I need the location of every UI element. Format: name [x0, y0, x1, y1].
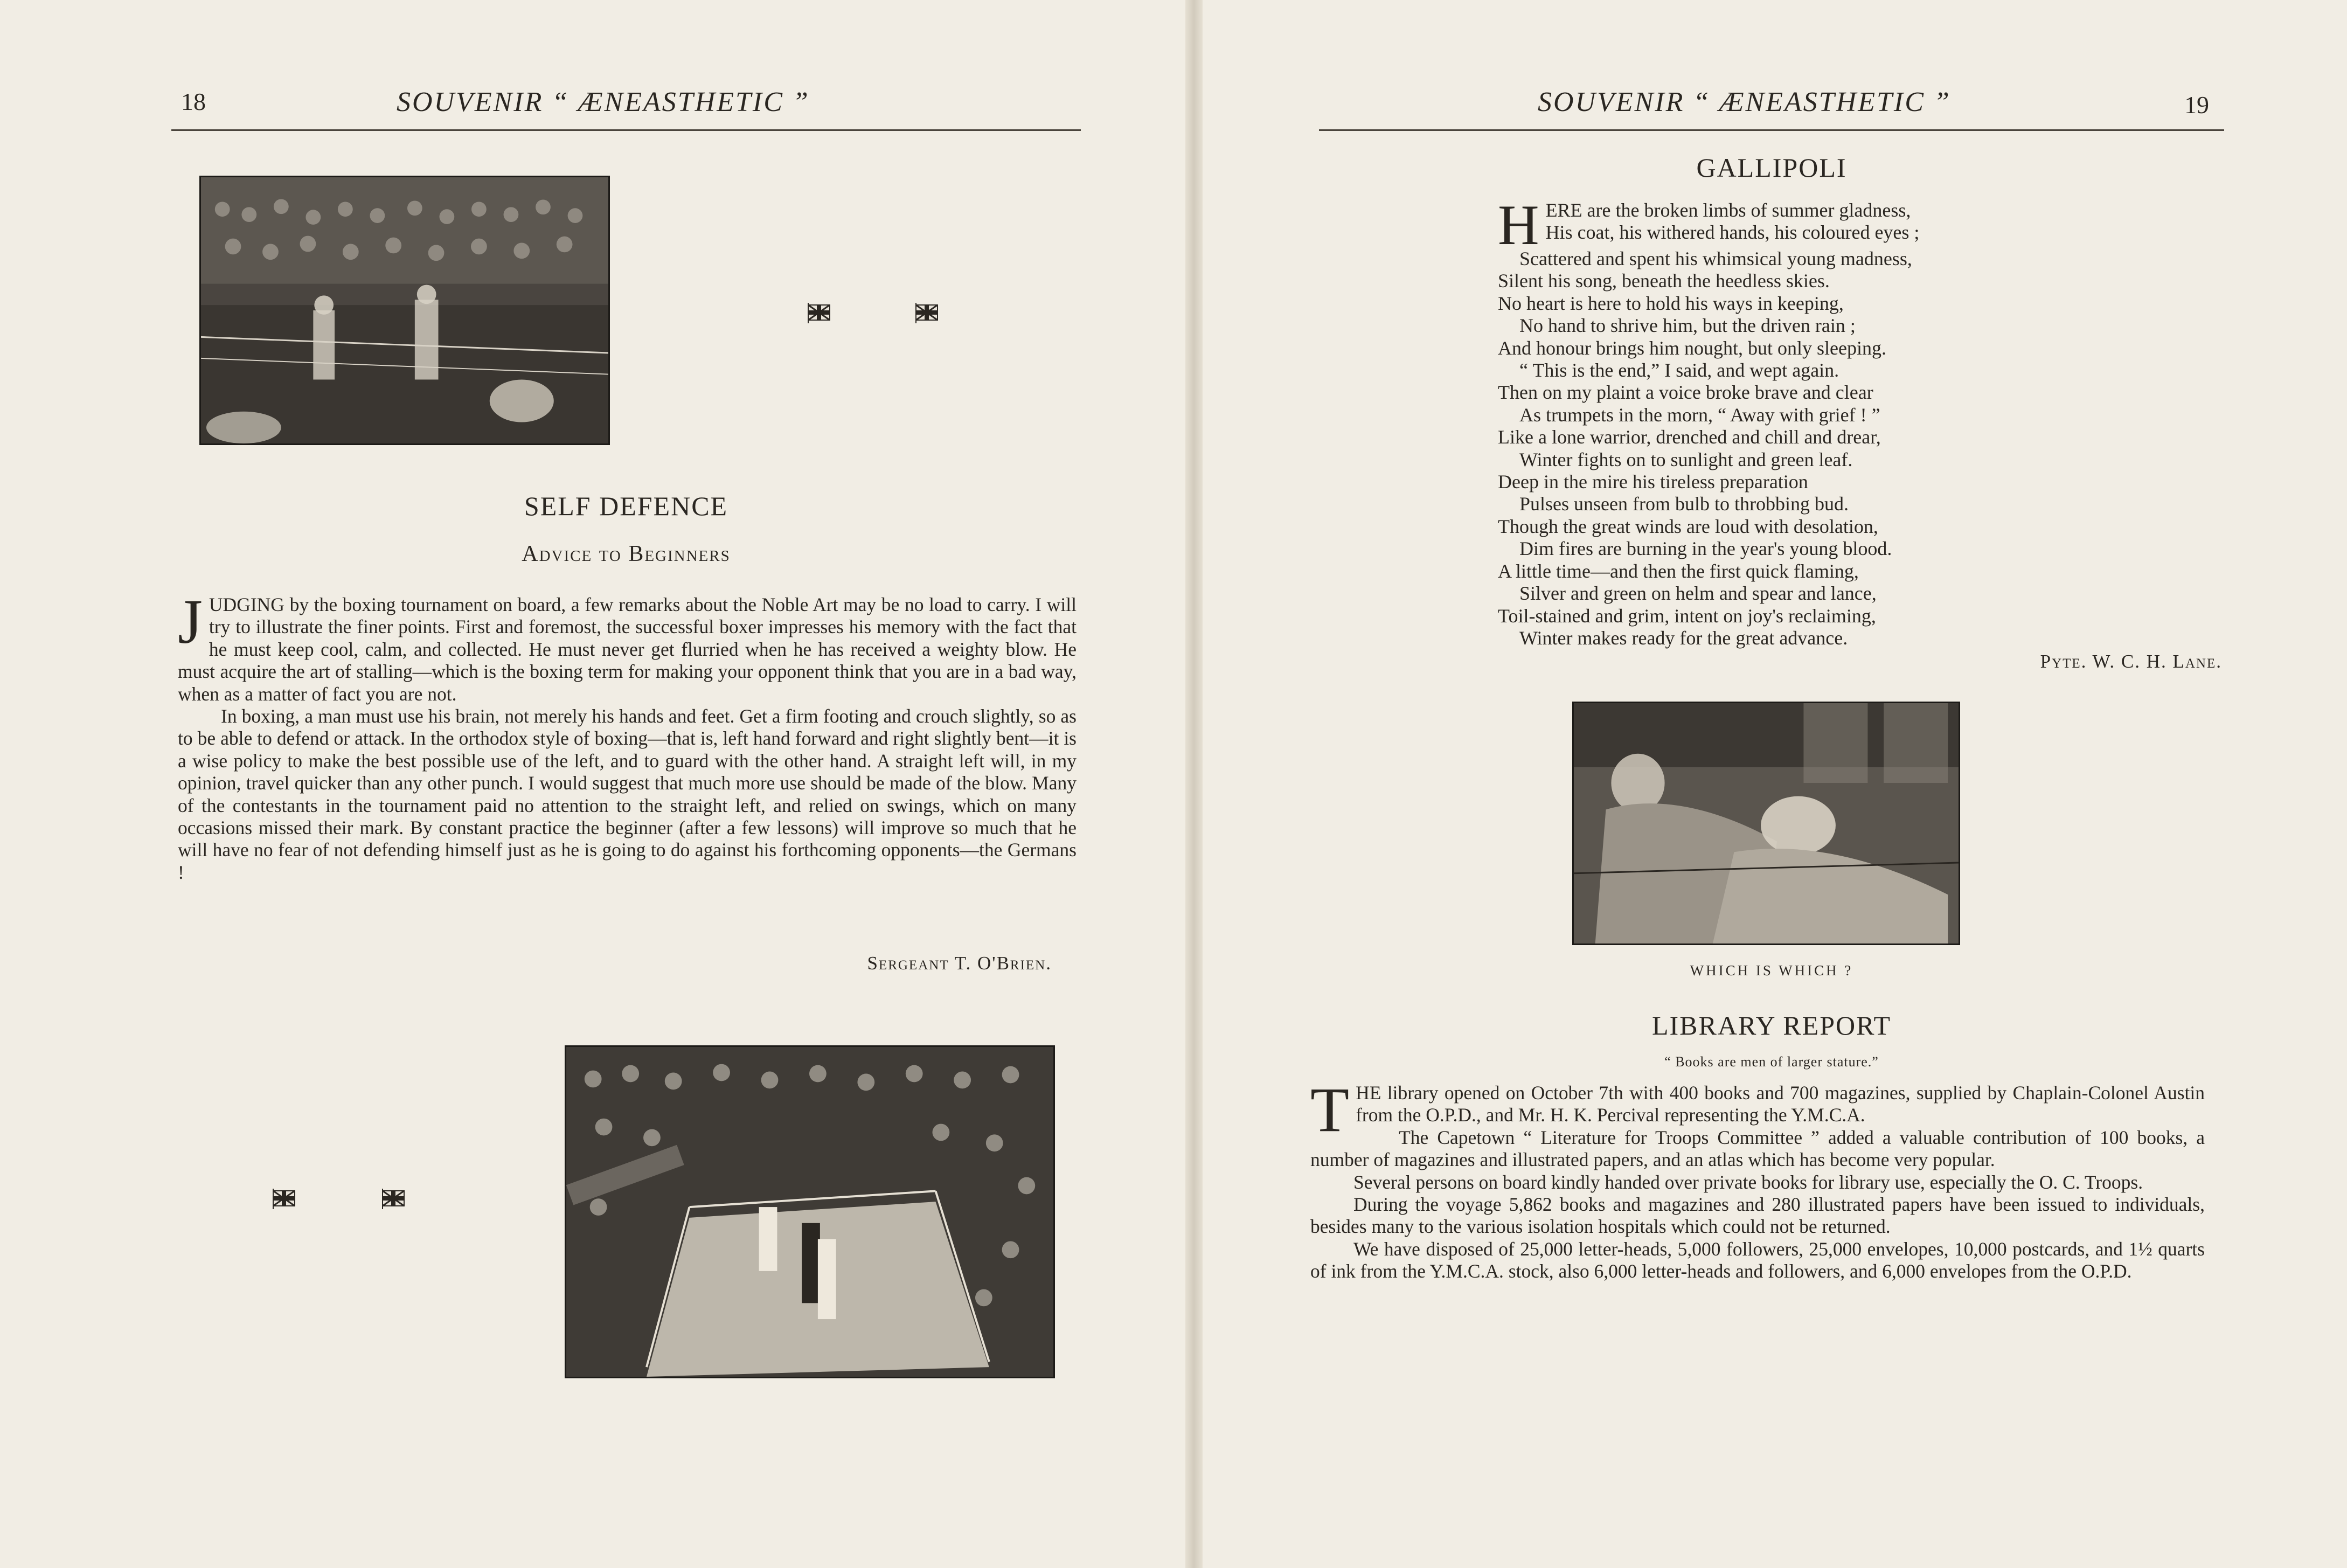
page-number: 18 [181, 88, 206, 115]
poem-line: Dim fires are burning in the year's young blood. [1519, 538, 1892, 560]
union-jack-icon [807, 301, 833, 324]
poem-line: His coat, his withered hands, his coloured eyes ; [1545, 221, 1920, 244]
poem-body [1498, 193, 2171, 649]
poem-line: No hand to shrive him, but the driven rain ; [1519, 315, 1856, 337]
union-jack-icon [381, 1187, 407, 1210]
library-paragraph: The Capetown “ Literature for Troops Committee ” added a valuable contribution of 100 books, a number of magazines and illustrated papers, and an atlas which has become very popular. [1310, 1126, 2205, 1171]
poem-line: Like a lone warrior, drenched and chill and drear, [1498, 426, 1881, 448]
union-jack-icon [915, 301, 941, 324]
library-paragraph: HE library opened on October 7th with 400 books and 700 magazines, supplied by Chaplain-Colonel Austin from the O.P.D., and Mr. H. K. Percival representing the Y.M.C.A. [1356, 1082, 2205, 1126]
library-paragraph: During the voyage 5,862 books and magazines and 280 illustrated papers have been issued to individuals, besides many to the various isolation hospitals which could not be returned. [1310, 1194, 2205, 1238]
boxing-ring-photo [565, 1045, 1055, 1378]
header-rule [171, 129, 1081, 131]
article-signature: Sergeant T. O'Brien. [867, 953, 1052, 974]
poem-line: And honour brings him nought, but only sleeping. [1498, 337, 1886, 359]
poem-line: Though the great winds are loud with desolation, [1498, 515, 1878, 537]
boxing-crowd-photo [199, 176, 610, 445]
dropcap: H [1498, 193, 1539, 256]
article-body [178, 586, 1077, 884]
poem-signature: Pyte. W. C. H. Lane. [2040, 651, 2222, 672]
poem-line: ERE are the broken limbs of summer gladness, [1545, 199, 1911, 221]
running-head: SOUVENIR “ ÆNEASTHETIC ” [397, 87, 810, 117]
poem-line: Silent his song, beneath the heedless skies. [1498, 270, 1830, 292]
page-number: 19 [2184, 91, 2209, 119]
dropcap: J [178, 586, 203, 657]
poem-line: Pulses unseen from bulb to throbbing bud. [1519, 493, 1849, 515]
poem-line: Toil-stained and grim, intent on joy's reclaiming, [1498, 605, 1876, 627]
poem-line: Winter makes ready for the great advance. [1519, 627, 1848, 649]
poem-line: “ This is the end,” I said, and wept again. [1519, 359, 1839, 381]
poem-line: Silver and green on helm and spear and lance, [1519, 582, 1877, 605]
poem-line: As trumpets in the morn, “ Away with grief ! ” [1519, 404, 1880, 426]
library-body [1310, 1074, 2205, 1283]
union-jack-icon [272, 1187, 298, 1210]
dropcap: T [1310, 1074, 1350, 1145]
poem-line: No heart is here to hold his ways in keeping, [1498, 292, 1844, 314]
article-title: SELF DEFENCE [524, 491, 728, 521]
two-soldiers-photo [1572, 702, 1960, 945]
poem-line: Deep in the mire his tireless preparation [1498, 471, 1808, 493]
article-paragraph: In boxing, a man must use his brain, not merely his hands and feet. Get a firm footing and crouch slightly, so as to be able to defend or attack. In the orthodox style of boxing—that is, left hand forward and right slightly bent—it is a wise policy to make the best possible use of the left, and to guard with the other hand. A straight left will, in my opinion, travel quicker than any other punch. I would suggest that much more use should be made of the blow. Many of the contestants in the tournament paid no attention to the straight left, and relied on swings, which on many occasions missed their mark. By constant practice the beginner (after a few lessons) will improve so much that he will have no fear of not defending himself just as he is going to do against his forthcoming opponents—the Germans ! [178, 705, 1077, 883]
article-paragraph: UDGING by the boxing tournament on board, a few remarks about the Noble Art may be no load to carry. I will try to illustrate the finer points. First and foremost, the successful boxer impresses his memory with the fact that he must keep cool, calm, and collected. He must never get flurried when he has received a weighty blow. He must acquire the art of stalling—which is the boxing term for making your opponent think that you are in a bad way, when as a matter of fact you are not. [178, 594, 1077, 705]
right-page [1203, 0, 2347, 1568]
library-paragraph: Several persons on board kindly handed over private books for library use, especially the O. C. Troops. [1353, 1171, 2143, 1193]
header-rule [1319, 129, 2224, 131]
poem-line: Then on my plaint a voice broke brave and clear [1498, 381, 1873, 404]
poem-line: Winter fights on to sunlight and green leaf. [1519, 448, 1853, 470]
photo-caption: WHICH IS WHICH ? [1690, 962, 1853, 979]
library-title: LIBRARY REPORT [1651, 1010, 1892, 1040]
poem-line: Scattered and spent his whimsical young madness, [1519, 248, 1912, 269]
running-head: SOUVENIR “ ÆNEASTHETIC ” [1538, 87, 1951, 117]
poem-line: A little time—and then the first quick flaming, [1498, 560, 1859, 582]
library-epigraph: “ Books are men of larger stature.” [1664, 1054, 1879, 1070]
article-subtitle: Advice to Beginners [522, 542, 731, 566]
poem-title: GALLIPOLI [1696, 152, 1847, 183]
book-gutter [1185, 0, 1203, 1568]
library-paragraph: We have disposed of 25,000 letter-heads, 5,000 followers, 25,000 envelopes, 10,000 postcards, and 1½ quarts of ink from the Y.M.C.A. stock, also 6,000 letter-heads and followers, and 6,000 envelopes from the O.P.D. [1310, 1238, 2205, 1282]
